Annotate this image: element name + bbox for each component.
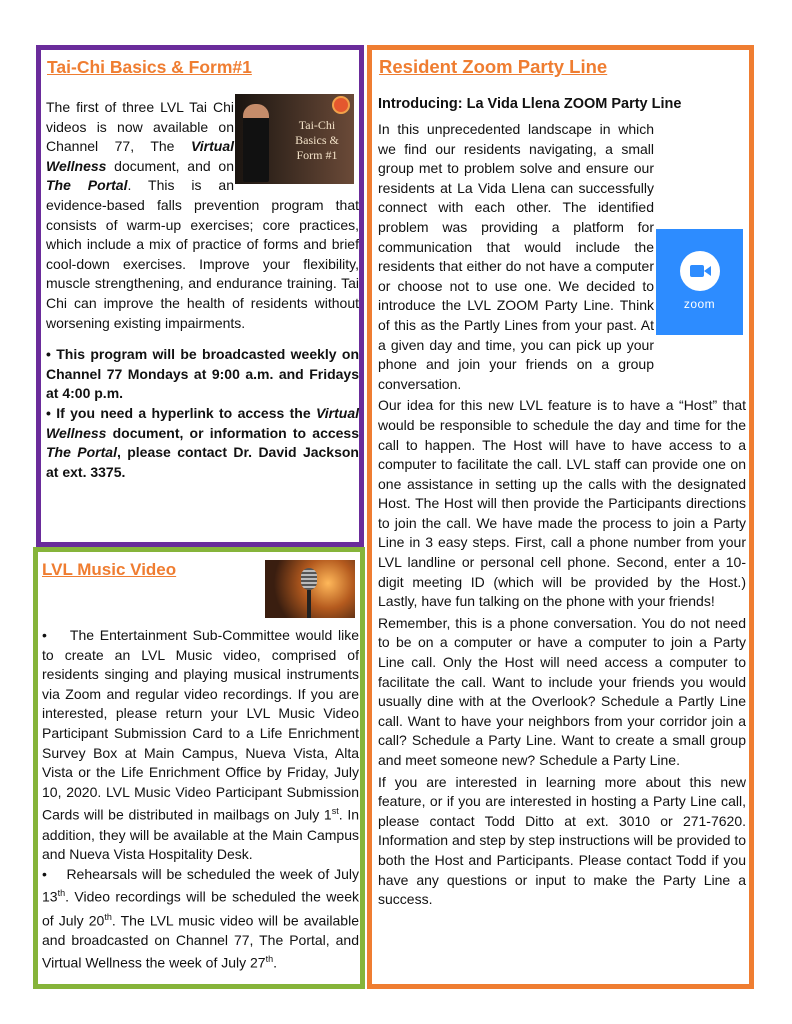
bullet-icon: • (42, 865, 67, 882)
microphone-icon (301, 568, 317, 590)
zoom-body (378, 120, 746, 910)
thumbnail-caption: Tai-Chi Basics & Form #1 (295, 118, 339, 162)
zoom-logo-text: zoom (683, 297, 716, 311)
tai-chi-body (46, 98, 359, 482)
zoom-section-title: Resident Zoom Party Line (379, 56, 608, 77)
tai-chi-paragraph: The first of three LVL Tai Chi videos is now available on Channel 77, The Virtual Wellness document, and on The Portal. This is an evidence-based falls prevention program that consists of warm-up exercises; core practices, which include a mix of practice of forms and brief cool-down exercises. Improve your flexibility, muscle strengthening, and endurance training. Tai Chi can improve the health of residents without worsening existing impairments. (46, 99, 359, 331)
tai-chi-bullet-schedule: • This program will be broadcasted weekly on Channel 77 Mondays at 9:00 a.m. and Fridays at 4:00 p.m. (46, 346, 360, 402)
music-video-title: LVL Music Video (42, 560, 177, 579)
music-bullet-rehearsals: • Rehearsals will be scheduled the week of July 13th. Video recordings will be scheduled the week of July 20th. The LVL music video will be available and broadcasted on Channel 77, The Portal, and Virtual Wellness the week of July 27th. (42, 865, 359, 972)
music-bullet-submission: • The Entertainment Sub-Committee would like to create an LVL Music video, comprised of residents singing and playing musical instruments via Zoom and regular video recordings. If you are interested, please return your LVL Music Video Participant Submission Card to a Life Enrichment Survey Box at Main Campus, Nueva Vista, Alta Vista or the Life Enrichment Office by Friday, July 10, 2020. LVL Music Video Participant Submission Cards will be distributed in mailbags on July 1st. In addition, they will be available at the Main Campus and Nueva Vista Hospitality Desk. (42, 627, 359, 863)
bullet-icon: • (46, 404, 57, 421)
bullet-icon: • (42, 627, 70, 643)
bullet-icon: • (46, 346, 57, 363)
zoom-paragraph-4: If you are interested in learning more about this new feature, or if you are interested in hosting a Party Line call, please contact Todd Ditto at ext. 3010 or 271-7620. Information and step by step instructions will be provided to both the Host and Participants. Please contact Todd if you have any questions or input to make the Party Line a success. (378, 773, 746, 908)
music-video-section (33, 547, 365, 989)
zoom-party-line-section (367, 45, 754, 989)
zoom-paragraph-2: Our idea for this new LVL feature is to have a “Host” that would be responsible to schedule the day and time for the call to happen. The Host will have to have access to a computer to facilitate the call. LVL staff can provide one on one assistance in setting up the calls with the designated Host. The Host will then provide the Participants directions to join the call. We have made the process to join a Party Line in 3 easy steps. First, call a phone number from your LVL landline or personal cell phone. Second, enter a 10-digit meeting ID (which will be provided by the Host.) Lastly, have fun talking on the phone with your friends! (378, 397, 746, 610)
tai-chi-title: Tai-Chi Basics & Form#1 (47, 57, 252, 77)
zoom-paragraph-1: In this unprecedented landscape in which we find our residents navigating, a small group met to problem solve and ensure our residents at La Vida Llena can successfully connect with each other. The identified problem was providing a platform for communication that would include the residents that either do not have a computer or choose not to use one. We decided to introduce the LVL ZOOM Party Line. Think of this as the Partly Lines from your past. At a given day and time, you can pick up your phone and join your friends on a group conversation. (378, 121, 654, 392)
zoom-paragraph-3: Remember, this is a phone conversation. You do not need to be on a computer or have a computer to join a Party Line call. Only the Host will need access a computer to facilitate the call. Want to include your friends you would usually dine with at the Overlook? Schedule a Partly Line call. Want to have your neighbors from your corridor join a call? Schedule a Party Line. Want to create a small group and meet someone new? Schedule a Party Line. (378, 614, 746, 768)
music-video-body (42, 626, 359, 974)
tai-chi-section (36, 45, 364, 547)
microphone-thumbnail (265, 560, 355, 618)
tai-chi-bullet-contact: • If you need a hyperlink to access the Virtual Wellness document, or information to access The Portal, please contact Dr. David Jackson at ext. 3375. (46, 404, 359, 480)
zoom-subtitle: Introducing: La Vida Llena ZOOM Party Line (378, 96, 682, 112)
mic-stand (307, 590, 311, 618)
